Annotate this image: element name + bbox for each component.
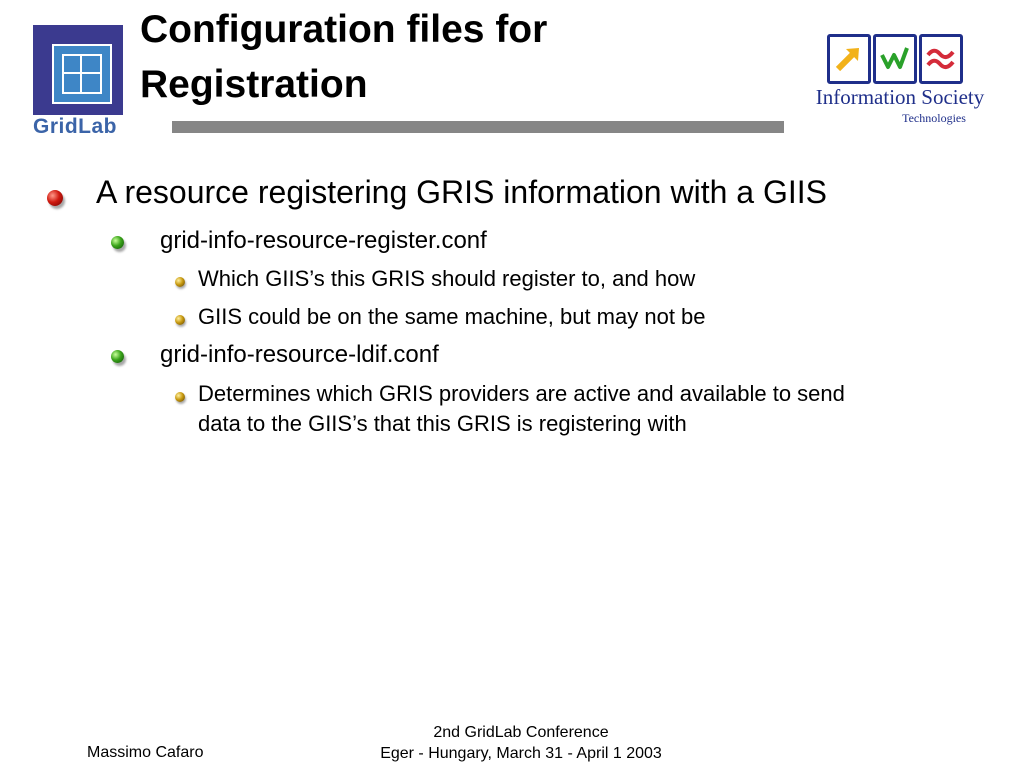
title-underline-bar [172, 121, 784, 133]
gold-bullet-icon [175, 277, 185, 287]
ist-logo-text: Information Society [815, 85, 985, 109]
green-bullet-icon [111, 350, 124, 363]
footer-conference [341, 722, 701, 764]
bullet-item-level2: grid-info-resource-register.conf [160, 227, 487, 254]
ist-logo-subtext: Technologies [902, 111, 966, 125]
green-bullet-icon [111, 236, 124, 249]
ist-arrow-icon [827, 34, 871, 84]
footer-conference-line-2: Eger - Hungary, March 31 - April 1 2003 [380, 745, 662, 762]
ist-approx-icon [919, 34, 963, 84]
footer-conference-line-1: 2nd GridLab Conference [433, 724, 609, 741]
bullet-item-level3-continuation: data to the GIIS’s that this GRIS is registering with [198, 411, 687, 436]
bullet-item-level3: GIIS could be on the same machine, but may not be [198, 304, 706, 329]
gridlab-logo-text: GridLab [33, 115, 118, 138]
ist-logo [805, 28, 1000, 133]
bullet-item-level3: Which GIIS’s this GRIS should register to, and how [198, 266, 696, 291]
slide-title [140, 2, 780, 112]
footer-author: Massimo Cafaro [87, 744, 204, 761]
red-bullet-icon [47, 190, 63, 206]
gridlab-logo [30, 22, 130, 142]
ist-wave-icon [873, 34, 917, 84]
slide-title-line-2: Registration [140, 63, 368, 106]
bullet-item-level3: Determines which GRIS providers are active and available to send [198, 381, 845, 406]
gold-bullet-icon [175, 315, 185, 325]
slide-title-line-1: Configuration files for [140, 8, 548, 51]
bullet-item-level2: grid-info-resource-ldif.conf [160, 341, 439, 368]
bullet-item-level1: A resource registering GRIS information with a GIIS [96, 174, 827, 210]
gridlab-logo-grid-icon [62, 54, 102, 94]
gold-bullet-icon [175, 392, 185, 402]
